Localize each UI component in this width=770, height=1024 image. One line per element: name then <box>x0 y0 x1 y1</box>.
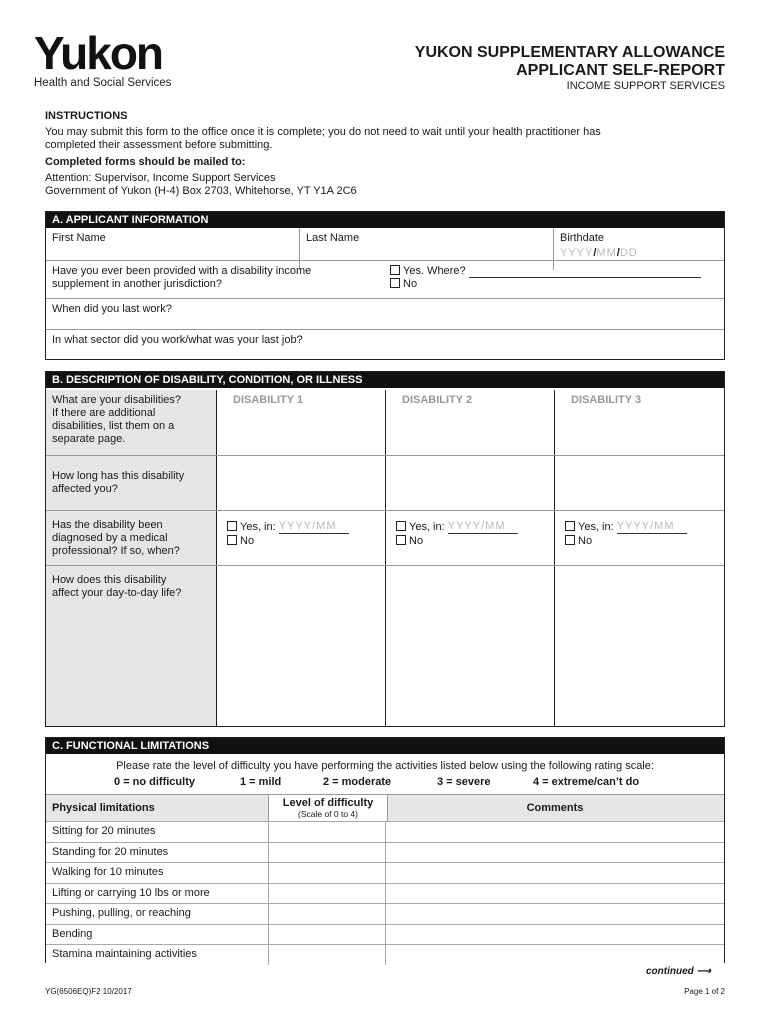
diagnosis-1-date-input[interactable]: YYYY/MM <box>279 519 349 534</box>
yes-in-label: Yes, in: <box>240 521 276 533</box>
form-subtitle: INCOME SUPPORT SERVICES <box>566 80 725 92</box>
diagnosis-2-yes-checkbox[interactable] <box>396 521 406 531</box>
limitation-label: Standing for 20 minutes <box>52 845 169 858</box>
limitation-label: Walking for 10 minutes <box>52 866 164 878</box>
no-label: No <box>578 535 593 547</box>
comments-input[interactable] <box>386 884 724 904</box>
first-name-label: First Name <box>52 232 106 244</box>
diagnosis-2-date-input[interactable]: YYYY/MM <box>448 519 518 534</box>
section-b-heading: B. DESCRIPTION OF DISABILITY, CONDITION, OR ILLNESS <box>46 372 724 388</box>
disability-1-diagnosis <box>227 519 349 548</box>
row-divider <box>216 455 724 456</box>
yes-where-label: Yes. Where? <box>403 265 466 277</box>
disability-3-column <box>554 390 724 726</box>
form-title-line1: YUKON SUPPLEMENTARY ALLOWANCE <box>414 44 725 61</box>
table-row <box>46 883 724 903</box>
disability-3-heading: DISABILITY 3 <box>571 394 642 406</box>
birthdate-year-placeholder: YYYY <box>560 247 594 259</box>
where-input-line[interactable] <box>469 277 701 278</box>
question-line: If there are additional <box>52 407 156 419</box>
disability-2-heading: DISABILITY 2 <box>402 394 473 406</box>
daily-life-question <box>46 565 216 726</box>
table-row <box>46 903 724 923</box>
diagnosis-question <box>46 510 216 565</box>
section-b <box>45 371 725 727</box>
difficulty-input[interactable] <box>268 904 386 924</box>
scale-1: 1 = mild <box>240 776 282 788</box>
instructions-heading: INSTRUCTIONS <box>45 110 128 122</box>
form-code: YG(6506EQ)F2 10/2017 <box>45 987 132 996</box>
comments-input[interactable] <box>386 863 724 883</box>
diagnosis-2-no-checkbox[interactable] <box>396 535 406 545</box>
yes-where-checkbox[interactable] <box>390 265 400 275</box>
scale-0: 0 = no difficulty <box>114 776 195 788</box>
diagnosis-1-yes-checkbox[interactable] <box>227 521 237 531</box>
difficulty-input[interactable] <box>268 843 386 863</box>
col-physical-limitations: Physical limitations <box>52 802 155 814</box>
instructions-line1: You may submit this form to the office once it is complete; you do not need to wait until your health practitioner has <box>45 126 601 138</box>
department-name: Health and Social Services <box>34 77 172 89</box>
limitation-label: Pushing, pulling, or reaching <box>52 907 191 919</box>
table-row <box>46 924 724 944</box>
limitation-label: Stamina maintaining activities <box>52 948 197 960</box>
limitation-label: Sitting for 20 minutes <box>52 825 156 837</box>
question-line: Has the disability been <box>52 519 163 531</box>
limitation-label: Bending <box>52 927 93 940</box>
comments-input[interactable] <box>386 945 724 965</box>
row-divider <box>216 565 724 566</box>
question-line: separate page. <box>52 433 126 445</box>
birthdate-label: Birthdate <box>560 232 605 244</box>
address-line2: Government of Yukon (H-4) Box 2703, Whitehorse, YT Y1A 2C6 <box>45 185 357 197</box>
date-slash: / <box>616 247 620 259</box>
disabilities-question <box>46 390 216 455</box>
difficulty-input[interactable] <box>268 884 386 904</box>
difficulty-input[interactable] <box>268 822 386 842</box>
date-slash: / <box>593 247 597 259</box>
instructions-line2: completed their assessment before submitting. <box>45 139 273 151</box>
yes-in-label: Yes, in: <box>578 521 614 533</box>
col-level-sublabel: (Scale of 0 to 4) <box>297 809 358 819</box>
no-label: No <box>403 278 418 290</box>
duration-question <box>46 455 216 510</box>
scale-3: 3 = severe <box>437 776 491 788</box>
birthdate-day-placeholder: DD <box>619 247 638 259</box>
diagnosis-3-date-input[interactable]: YYYY/MM <box>617 519 687 534</box>
table-header <box>46 794 724 821</box>
disability-2-diagnosis <box>396 519 518 548</box>
sector-field[interactable] <box>46 329 724 359</box>
col-level-label: Level of difficulty <box>282 797 374 809</box>
comments-input[interactable] <box>386 904 724 924</box>
disability-supplement-question-line2: supplement in another jurisdiction? <box>52 278 222 290</box>
no-checkbox[interactable] <box>390 278 400 288</box>
difficulty-input[interactable] <box>268 863 386 883</box>
comments-input[interactable] <box>386 843 724 863</box>
difficulty-input[interactable] <box>268 945 386 965</box>
diagnosis-3-yes-checkbox[interactable] <box>565 521 575 531</box>
section-a-heading: A. APPLICANT INFORMATION <box>46 212 724 228</box>
disability-1-column <box>216 390 385 726</box>
limitation-label: Lifting or carrying 10 lbs or more <box>52 886 210 899</box>
section-c-heading: C. FUNCTIONAL LIMITATIONS <box>46 738 724 754</box>
question-line: disabilities, list them on a <box>52 420 175 432</box>
continued-text: continued <box>646 966 694 977</box>
table-row <box>46 862 724 882</box>
birthdate-month-placeholder: MM <box>596 247 617 259</box>
question-line: How long has this disability <box>52 470 185 482</box>
table-row <box>46 821 724 841</box>
yukon-logo: Yukon <box>34 27 163 79</box>
arrow-right-icon: ⟶ <box>696 966 711 977</box>
table-row <box>46 842 724 862</box>
comments-input[interactable] <box>386 925 724 945</box>
row-divider <box>216 510 724 511</box>
question-line: How does this disability <box>52 574 167 586</box>
form-title-line2: APPLICANT SELF-REPORT <box>516 62 725 79</box>
continued-label <box>646 966 711 977</box>
yes-in-label: Yes, in: <box>409 521 445 533</box>
last-work-label: When did you last work? <box>52 303 172 315</box>
col-comments: Comments <box>526 802 584 814</box>
section-a <box>45 211 725 360</box>
last-work-field[interactable] <box>46 298 724 329</box>
disability-2-column <box>385 390 554 726</box>
address-line1: Attention: Supervisor, Income Support Services <box>45 172 276 184</box>
scale-4: 4 = extreme/can’t do <box>533 776 640 788</box>
disability-1-heading: DISABILITY 1 <box>233 394 304 406</box>
question-line: What are your disabilities? <box>52 394 182 406</box>
col-level-of-difficulty <box>268 795 388 821</box>
comments-input[interactable] <box>386 822 724 842</box>
no-label: No <box>240 535 255 547</box>
no-label: No <box>409 535 424 547</box>
disability-supplement-question-line1: Have you ever been provided with a disability income <box>52 265 312 277</box>
page-number: Page 1 of 2 <box>684 987 725 996</box>
diagnosis-3-no-checkbox[interactable] <box>565 535 575 545</box>
table-row <box>46 944 724 964</box>
disability-3-diagnosis <box>565 519 687 548</box>
section-c <box>45 737 725 963</box>
question-line: professional? If so, when? <box>52 545 180 557</box>
disability-supplement-row <box>46 260 724 298</box>
question-line: diagnosed by a medical <box>52 532 168 544</box>
scale-2: 2 = moderate <box>323 776 392 788</box>
sector-label: In what sector did you work/what was your last job? <box>52 334 303 346</box>
question-line: affected you? <box>52 483 118 495</box>
last-name-label: Last Name <box>306 232 360 244</box>
mail-heading: Completed forms should be mailed to: <box>45 156 246 168</box>
difficulty-input[interactable] <box>268 925 386 945</box>
rating-intro: Please rate the level of difficulty you have performing the activities listed below using the following rating scale: <box>116 760 654 772</box>
diagnosis-1-no-checkbox[interactable] <box>227 535 237 545</box>
question-line: affect your day-to-day life? <box>52 587 182 599</box>
